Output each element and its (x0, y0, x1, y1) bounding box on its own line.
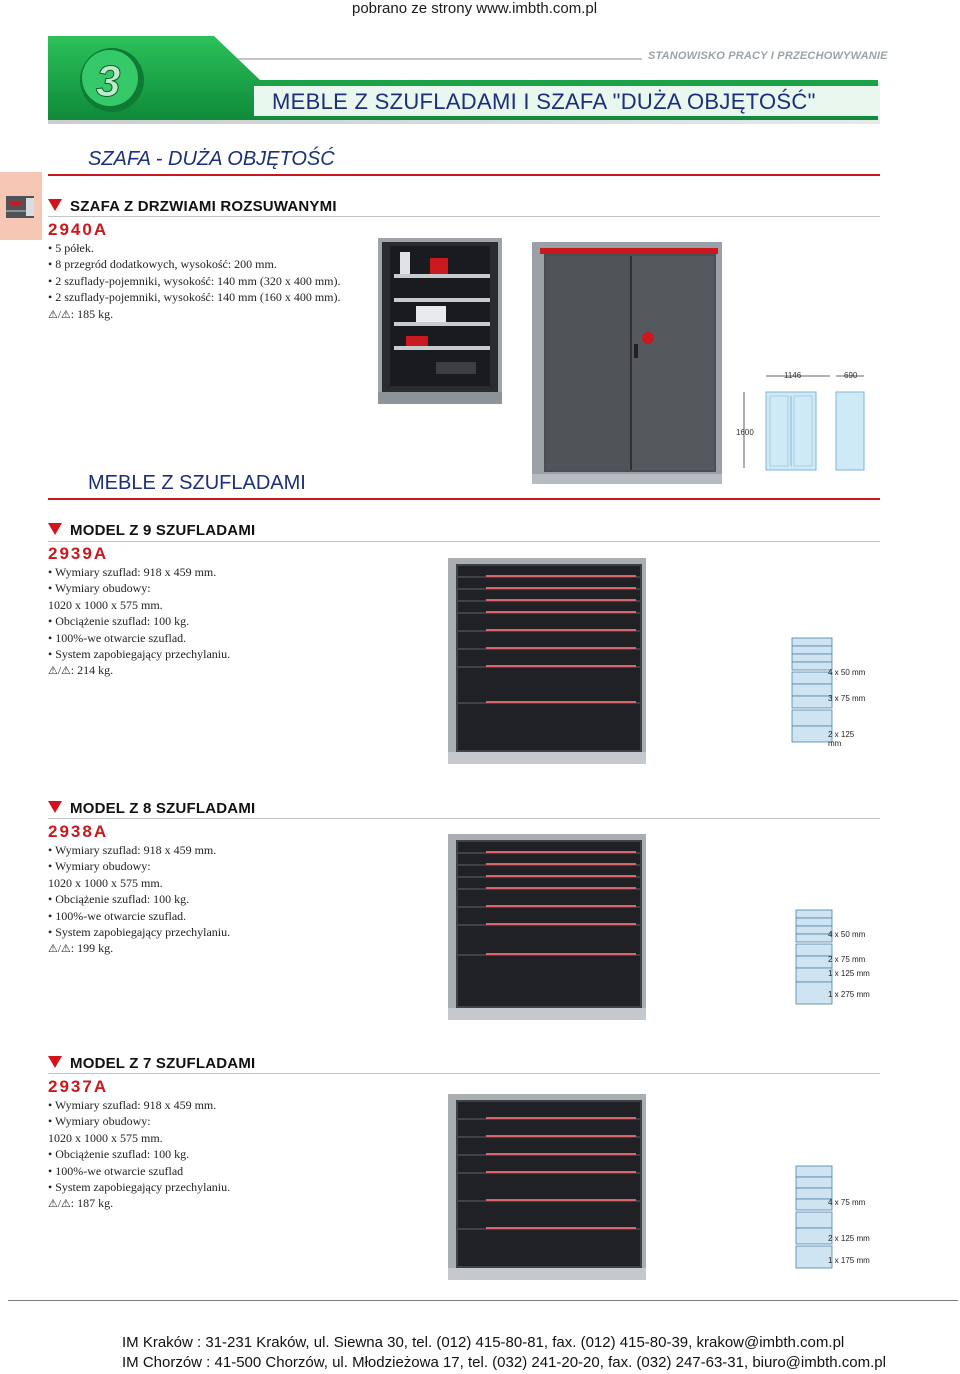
product-code: 2937A (48, 1077, 109, 1096)
cabinet-closed-image (530, 238, 726, 488)
spec-line: • 8 przegród dodatkowych, wysokość: 200 mm. (48, 257, 277, 272)
spec-line: • Obciążenie szuflad: 100 kg. (48, 614, 190, 629)
weight-icon: ⚠︎/⚠︎ (48, 943, 71, 956)
red-divider (48, 498, 880, 500)
footer-address-krakow: IM Kraków : 31-231 Kraków, ul. Siewna 30, tel. (012) 415-80-81, fax. (012) 415-80-39, krakow@imbth.com.pl (122, 1334, 845, 1351)
model-heading: MODEL Z 8 SZUFLADAMI (48, 800, 255, 817)
drawer-cabinet-8-image (446, 832, 650, 1024)
drawer-group-label: 3 x 75 mm (828, 694, 866, 703)
spec-line: • 5 półek. (48, 241, 94, 255)
spec-line: 1020 x 1000 x 575 mm. (48, 597, 163, 612)
heading-rule (48, 541, 880, 542)
height-label: 1600 (736, 428, 754, 437)
product-code: 2939A (48, 544, 109, 563)
spec-line: • Wymiary obudowy: (48, 581, 151, 596)
spec-line: • 2 szuflady-pojemniki, wysokość: 140 mm (160 x 400 mm). (48, 290, 341, 305)
drawer-diagram-7 (768, 1164, 878, 1274)
weight-icon: ⚠︎/⚠︎ (48, 308, 71, 321)
drawer-group-label: 4 x 50 mm (828, 668, 866, 677)
spec-line: • 100%-we otwarcie szuflad (48, 1163, 184, 1178)
weight-icon: ⚠︎/⚠︎ (48, 1198, 71, 1211)
spec-line: • System zapobiegający przechylaniu. (48, 1180, 231, 1195)
spec-line: • Obciążenie szuflad: 100 kg. (48, 892, 190, 907)
spec-line: • Obciążenie szuflad: 100 kg. (48, 1147, 190, 1162)
weight-line: ⚠︎/⚠︎: 199 kg. (48, 941, 114, 956)
footer-address-chorzow: IM Chorzów : 41-500 Chorzów, ul. Młodzieżowa 17, tel. (032) 241-20-20, fax. (032) 247-63-31, biuro@imbth.com.pl (122, 1354, 886, 1371)
spec-line: • System zapobiegający przechylaniu. (48, 925, 231, 940)
width-label: 1146 (784, 371, 802, 380)
spec-line: • Wymiary szuflad: 918 x 459 mm. (48, 565, 217, 579)
spec-line: • Wymiary obudowy: (48, 1114, 151, 1129)
cabinet-dimension-drawing (736, 368, 866, 478)
weight-line: ⚠︎/⚠︎: 214 kg. (48, 663, 114, 678)
triangle-bullet-icon (48, 1056, 62, 1068)
drawer-diagram-8 (768, 908, 878, 1008)
cabinet-heading: SZAFA Z DRZWIAMI ROZSUWANYMI (48, 198, 337, 215)
spec-line: • Wymiary szuflad: 918 x 459 mm. (48, 843, 217, 857)
spec-line: • 2 szuflady-pojemniki, wysokość: 140 mm (320 x 400 mm). (48, 273, 341, 288)
drawer-group-label: 1 x 175 mm (828, 1256, 870, 1265)
model-specs (48, 842, 230, 958)
footer-divider (8, 1300, 958, 1301)
model-heading: MODEL Z 7 SZUFLADAMI (48, 1055, 255, 1072)
model-specs (48, 1097, 230, 1213)
drawer-group-label: 2 x 75 mm (828, 955, 866, 964)
source-url: pobrano ze strony www.imbth.com.pl (352, 0, 598, 17)
cabinet-specs (48, 240, 341, 323)
heading-rule (48, 216, 880, 217)
heading-rule (48, 818, 880, 819)
page-title: MEBLE Z SZUFLADAMI I SZAFA "DUŻA OBJĘTOŚĆ" (272, 89, 816, 114)
product-code: 2940A (48, 220, 109, 239)
drawer-group-label: 2 x 125 mm (828, 730, 855, 748)
weight-line: ⚠︎/⚠︎: 185 kg. (48, 306, 114, 321)
section-title-drawers: MEBLE Z SZUFLADAMI (88, 472, 306, 494)
spec-line: • 100%-we otwarcie szuflad. (48, 630, 187, 645)
section-label: STANOWISKO PRACY I PRZECHOWYWANIE (648, 50, 888, 62)
dimension-lines (736, 368, 866, 478)
side-tab (0, 172, 42, 240)
spec-line: • System zapobiegający przechylaniu. (48, 647, 231, 662)
drawer-diagram-9 (768, 636, 868, 746)
drawer-group-label: 4 x 50 mm (828, 930, 866, 939)
depth-label: 690 (844, 371, 858, 380)
product-code: 2938A (48, 822, 109, 841)
chapter-number: 3 (96, 57, 121, 106)
red-divider (48, 174, 880, 176)
triangle-bullet-icon (48, 523, 62, 535)
triangle-bullet-icon (48, 801, 62, 813)
heading-rule (48, 1073, 880, 1074)
drawer-group-label: 2 x 125 mm (828, 1234, 870, 1243)
drawer-group-label: 1 x 275 mm (828, 990, 870, 999)
drawer-cabinet-7-image (446, 1092, 650, 1284)
triangle-bullet-icon (48, 199, 62, 211)
drawer-cabinet-9-image (446, 556, 650, 768)
spec-line: 1020 x 1000 x 575 mm. (48, 875, 163, 890)
cabinet-open-image (376, 236, 506, 408)
drawer-group-label: 4 x 75 mm (828, 1198, 866, 1207)
cabinet-tab-icon (0, 172, 42, 240)
model-specs (48, 564, 230, 680)
spec-line: 1020 x 1000 x 575 mm. (48, 1130, 163, 1145)
weight-icon: ⚠︎/⚠︎ (48, 665, 71, 678)
chapter-banner (48, 36, 880, 136)
model-heading: MODEL Z 9 SZUFLADAMI (48, 522, 255, 539)
spec-line: • 100%-we otwarcie szuflad. (48, 908, 187, 923)
section-subtitle: SZAFA - DUŻA OBJĘTOŚĆ (88, 148, 335, 170)
weight-line: ⚠︎/⚠︎: 187 kg. (48, 1196, 114, 1211)
drawer-group-label: 1 x 125 mm (828, 969, 870, 978)
spec-line: • Wymiary szuflad: 918 x 459 mm. (48, 1098, 217, 1112)
spec-line: • Wymiary obudowy: (48, 859, 151, 874)
